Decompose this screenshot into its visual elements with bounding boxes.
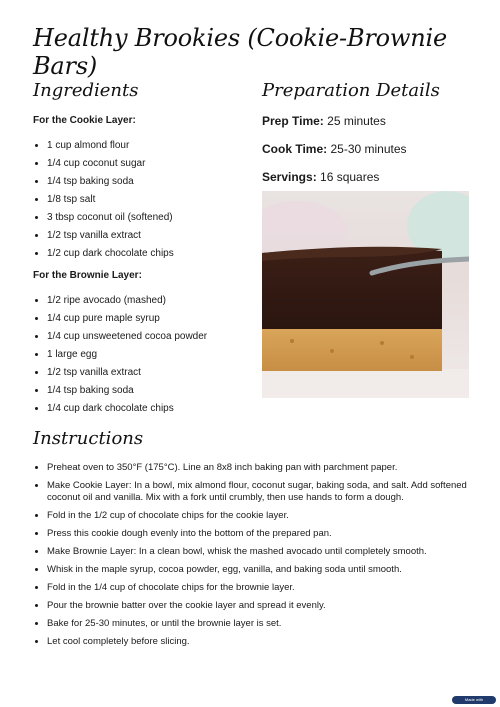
servings-label: Servings:	[262, 170, 317, 184]
cook-time-label: Cook Time:	[262, 142, 328, 156]
list-item: • Fold in the 1/4 cup of chocolate chips for the brownie layer.	[47, 582, 487, 594]
list-item: • Preheat oven to 350°F (175°C). Line an 8x8 inch baking pan with parchment paper.	[47, 462, 487, 474]
list-item: • Fold in the 1/2 cup of chocolate chips for the cookie layer.	[47, 510, 487, 522]
ingredients-heading: Ingredients	[33, 80, 139, 101]
brookie-bar-photo-icon	[262, 191, 469, 398]
instructions-heading: Instructions	[33, 428, 144, 449]
list-item: • 1/4 tsp baking soda	[47, 385, 243, 397]
list-item: • 1/2 tsp vanilla extract	[47, 367, 243, 379]
list-item: • Pour the brownie batter over the cookie layer and spread it evenly.	[47, 600, 487, 612]
list-item: • 1/4 cup dark chocolate chips	[47, 403, 243, 415]
list-item: • 1/4 cup coconut sugar	[47, 158, 243, 170]
list-item: • 1 large egg	[47, 349, 243, 361]
made-with-badge[interactable]: Made with	[452, 696, 496, 704]
list-item: • Whisk in the maple syrup, cocoa powder, egg, vanilla, and baking soda until smooth.	[47, 564, 487, 576]
list-item: • Press this cookie dough evenly into the bottom of the prepared pan.	[47, 528, 487, 540]
instructions-list	[33, 462, 487, 654]
prep-time	[262, 114, 472, 128]
list-item: • Bake for 25-30 minutes, or until the brownie layer is set.	[47, 618, 487, 630]
cookie-ingredient-list	[33, 140, 243, 260]
list-item: • 1/4 cup unsweetened cocoa powder	[47, 331, 243, 343]
list-item: • 1/2 cup dark chocolate chips	[47, 248, 243, 260]
brookie-photo	[262, 191, 469, 398]
brownie-layer-label: For the Brownie Layer:	[33, 270, 142, 281]
list-item: • 1/2 tsp vanilla extract	[47, 230, 243, 242]
list-item: • Make Cookie Layer: In a bowl, mix almond flour, coconut sugar, baking soda, and salt. Add softened coconut oil and vanilla. Mix with a fork until crumbly, then use hands to form a dough.	[47, 480, 487, 504]
preparation-heading: Preparation Details	[262, 80, 440, 101]
prep-time-value: 25 minutes	[327, 114, 386, 128]
list-item: • 3 tbsp coconut oil (softened)	[47, 212, 243, 224]
recipe-title: Healthy Brookies (Cookie-Brownie Bars)	[33, 24, 447, 80]
preparation-section	[262, 80, 472, 198]
list-item: • 1/4 tsp baking soda	[47, 176, 243, 188]
list-item: • Make Brownie Layer: In a clean bowl, whisk the mashed avocado until completely smooth.	[47, 546, 487, 558]
servings	[262, 170, 472, 184]
list-item: • Let cool completely before slicing.	[47, 636, 487, 648]
cookie-layer-label: For the Cookie Layer:	[33, 115, 136, 126]
brownie-ingredient-list	[33, 295, 243, 415]
ingredients-section	[33, 80, 243, 421]
list-item: • 1 cup almond flour	[47, 140, 243, 152]
prep-time-label: Prep Time:	[262, 114, 324, 128]
list-item: • 1/2 ripe avocado (mashed)	[47, 295, 243, 307]
servings-value: 16 squares	[320, 170, 380, 184]
list-item: • 1/8 tsp salt	[47, 194, 243, 206]
cook-time	[262, 142, 472, 156]
cook-time-value: 25-30 minutes	[330, 142, 407, 156]
list-item: • 1/4 cup pure maple syrup	[47, 313, 243, 325]
